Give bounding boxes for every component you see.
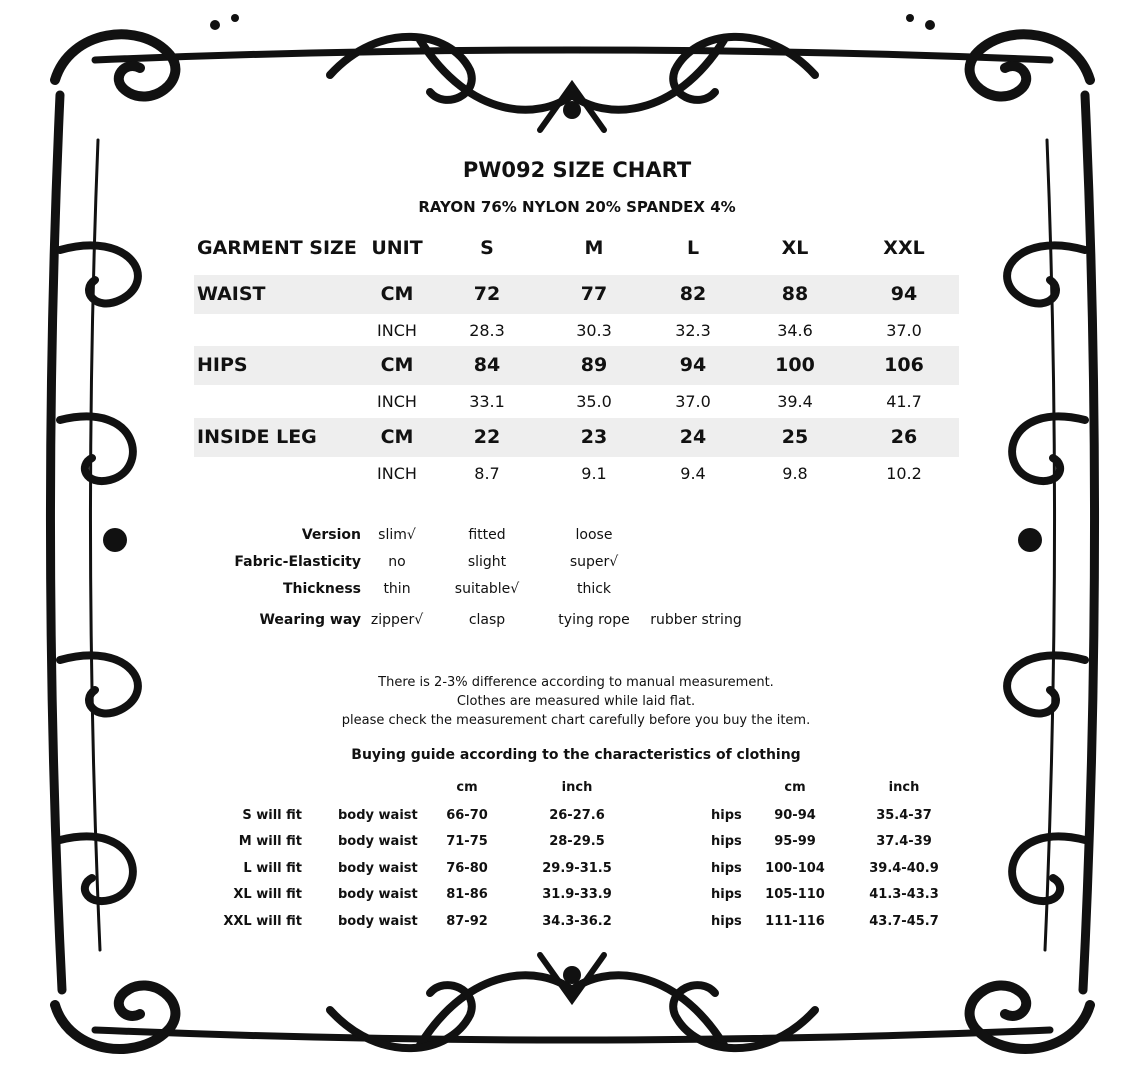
char-label-wearing-way: Wearing way [259, 612, 361, 628]
char-option: tying rope [558, 612, 630, 628]
header-size-m: M [584, 237, 604, 259]
guide-fit: L will fit [243, 861, 302, 876]
unit-cell: INCH [377, 392, 417, 411]
fabric-composition: RAYON 76% NYLON 20% SPANDEX 4% [418, 198, 736, 216]
guide-value: 76-80 [446, 861, 488, 876]
value-cell: 84 [473, 354, 501, 376]
guide-value: 43.7-45.7 [869, 914, 939, 929]
guide-value: 90-94 [774, 808, 816, 823]
value-cell: 26 [890, 426, 918, 448]
guide-hips-label: hips [711, 834, 742, 849]
guide-fit: M will fit [238, 834, 302, 849]
value-cell: 33.1 [469, 392, 505, 411]
table-row-band [194, 275, 959, 314]
header-size-s: S [480, 237, 494, 259]
value-cell: 28.3 [469, 321, 505, 340]
guide-col-header: inch [888, 780, 920, 795]
guide-value: 29.9-31.5 [542, 861, 612, 876]
value-cell: 24 [679, 426, 707, 448]
char-label-elasticity: Fabric-Elasticity [234, 554, 361, 570]
char-option: slight [467, 554, 507, 570]
guide-hips-label: hips [711, 861, 742, 876]
note-line: There is 2-3% difference according to manual measurement. [378, 675, 774, 690]
guide-col-header: cm [784, 780, 806, 795]
value-cell: 25 [781, 426, 809, 448]
guide-fit: S will fit [242, 808, 302, 823]
value-cell: 9.8 [782, 464, 808, 483]
value-cell: 32.3 [675, 321, 711, 340]
char-option: rubber string [650, 612, 742, 628]
value-cell: 77 [580, 283, 608, 305]
guide-value: 111-116 [765, 914, 825, 929]
guide-value: 34.3-36.2 [542, 914, 612, 929]
guide-waist-label: body waist [338, 834, 418, 849]
value-cell: 94 [890, 283, 918, 305]
guide-value: 87-92 [446, 914, 488, 929]
guide-waist-label: body waist [338, 808, 418, 823]
header-size-xxl: XXL [883, 237, 925, 259]
value-cell: 34.6 [777, 321, 813, 340]
buying-guide-title: Buying guide according to the characteristics of clothing [351, 747, 801, 763]
guide-hips-label: hips [711, 914, 742, 929]
char-option: thin [383, 581, 411, 597]
value-cell: 8.7 [474, 464, 500, 483]
guide-value: 71-75 [446, 834, 488, 849]
header-size-l: L [686, 237, 700, 259]
guide-waist-label: body waist [338, 861, 418, 876]
guide-value: 28-29.5 [549, 834, 605, 849]
page-title: PW092 SIZE CHART [462, 158, 692, 182]
value-cell: 37.0 [675, 392, 711, 411]
guide-value: 31.9-33.9 [542, 887, 612, 902]
guide-fit: XXL will fit [223, 914, 302, 929]
char-option: loose [575, 527, 613, 543]
guide-value: 100-104 [765, 861, 825, 876]
header-unit: UNIT [371, 237, 423, 259]
unit-cell: INCH [377, 464, 417, 483]
value-cell: 30.3 [576, 321, 612, 340]
value-cell: 89 [580, 354, 608, 376]
guide-fit: XL will fit [233, 887, 302, 902]
value-cell: 82 [679, 283, 707, 305]
guide-value: 95-99 [774, 834, 816, 849]
unit-cell: CM [380, 283, 414, 305]
guide-value: 105-110 [765, 887, 825, 902]
value-cell: 94 [679, 354, 707, 376]
guide-col-header: cm [456, 780, 478, 795]
guide-value: 35.4-37 [876, 808, 932, 823]
value-cell: 35.0 [576, 392, 612, 411]
guide-waist-label: body waist [338, 914, 418, 929]
guide-hips-label: hips [711, 887, 742, 902]
value-cell: 37.0 [886, 321, 922, 340]
char-option: thick [576, 581, 612, 597]
guide-value: 81-86 [446, 887, 488, 902]
value-cell: 88 [781, 283, 809, 305]
value-cell: 41.7 [886, 392, 922, 411]
measure-name: HIPS [197, 354, 248, 376]
guide-value: 26-27.6 [549, 808, 605, 823]
value-cell: 106 [884, 354, 924, 376]
char-option: no [388, 554, 406, 570]
value-cell: 9.1 [581, 464, 607, 483]
header-garment-size: GARMENT SIZE [197, 237, 357, 259]
value-cell: 39.4 [777, 392, 813, 411]
char-label-thickness: Thickness [282, 581, 361, 597]
value-cell: 9.4 [680, 464, 706, 483]
note-line: Clothes are measured while laid flat. [456, 694, 696, 709]
guide-value: 41.3-43.3 [869, 887, 939, 902]
guide-hips-label: hips [711, 808, 742, 823]
guide-value: 39.4-40.9 [869, 861, 939, 876]
value-cell: 23 [580, 426, 608, 448]
value-cell: 22 [473, 426, 501, 448]
guide-waist-label: body waist [338, 887, 418, 902]
measure-name: INSIDE LEG [197, 426, 317, 448]
value-cell: 100 [775, 354, 815, 376]
unit-cell: CM [380, 426, 414, 448]
note-line: please check the measurement chart carefully before you buy the item. [341, 713, 811, 728]
unit-cell: INCH [377, 321, 417, 340]
header-size-xl: XL [781, 237, 809, 259]
char-option: suitable√ [454, 581, 520, 597]
value-cell: 72 [473, 283, 501, 305]
unit-cell: CM [380, 354, 414, 376]
char-option: slim√ [378, 527, 416, 543]
char-option: fitted [468, 527, 506, 543]
guide-col-header: inch [561, 780, 593, 795]
char-option: zipper√ [370, 612, 424, 628]
guide-value: 66-70 [446, 808, 488, 823]
char-label-version: Version [301, 527, 361, 543]
char-option: clasp [468, 612, 506, 628]
measure-name: WAIST [197, 283, 266, 305]
char-option: super√ [569, 554, 619, 570]
table-row-band [194, 346, 959, 385]
guide-value: 37.4-39 [876, 834, 932, 849]
value-cell: 10.2 [886, 464, 922, 483]
